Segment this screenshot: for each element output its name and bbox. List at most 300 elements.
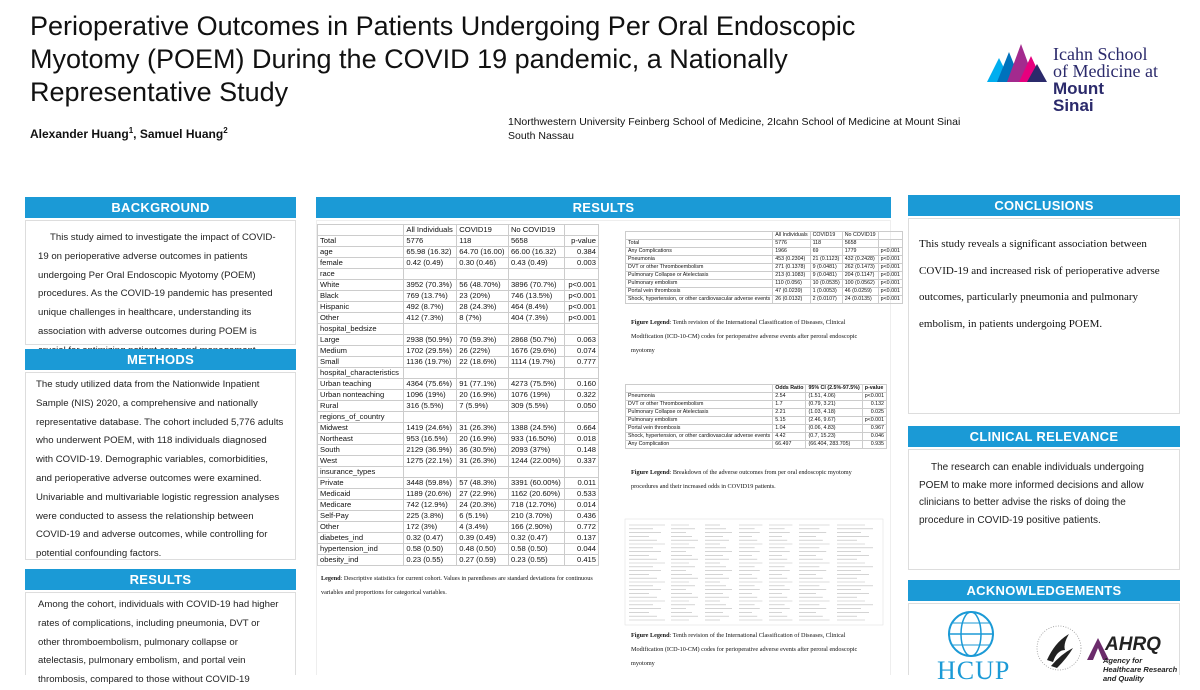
- column-header: No COVID19: [842, 232, 878, 240]
- table-cell: 0.063: [565, 335, 599, 346]
- table-cell: 0.011: [565, 478, 599, 489]
- complications-table: [625, 231, 903, 304]
- table-row: [318, 456, 599, 467]
- table-cell: Any Complication: [626, 441, 773, 449]
- table-cell: 26 (0.0132): [773, 296, 810, 304]
- table-cell: Self-Pay: [318, 511, 404, 522]
- icd-codes-table-image: [625, 519, 883, 625]
- table-cell: 432 (0.2428): [842, 256, 878, 264]
- table-cell: Pulmonary Collapse or Atelectasis: [626, 272, 773, 280]
- table-cell: White: [318, 280, 404, 291]
- table-cell: (0.7, 15.23): [806, 433, 862, 441]
- table-cell: 210 (3.70%): [508, 511, 564, 522]
- table-row: [318, 236, 599, 247]
- logo-line-1: Icahn School: [1053, 44, 1148, 64]
- table-cell: 0.014: [565, 500, 599, 511]
- table-cell: 91 (77.1%): [457, 379, 509, 390]
- table-cell: 0.58 (0.50): [404, 544, 457, 555]
- table-cell: 9 (0.0481): [810, 272, 842, 280]
- table-cell: 0.384: [565, 247, 599, 258]
- table-row: [626, 296, 903, 304]
- table-row: [318, 357, 599, 368]
- column-header: All Individuals: [773, 232, 810, 240]
- table-cell: p<0.001: [878, 288, 902, 296]
- table-cell: [404, 324, 457, 335]
- clinical-relevance-heading: CLINICAL RELEVANCE: [908, 426, 1180, 447]
- table-cell: 1096 (19%): [404, 390, 457, 401]
- table-cell: 0.337: [565, 456, 599, 467]
- table-row: [318, 291, 599, 302]
- table-cell: 0.046: [862, 433, 886, 441]
- table-cell: 746 (13.5%): [508, 291, 564, 302]
- table-cell: p-value: [565, 236, 599, 247]
- table-cell: 2938 (50.9%): [404, 335, 457, 346]
- table-row: [318, 346, 599, 357]
- table-cell: [404, 467, 457, 478]
- table-row: [318, 511, 599, 522]
- column-header: [878, 232, 902, 240]
- table-cell: 46 (0.0259): [842, 288, 878, 296]
- table-cell: insurance_types: [318, 467, 404, 478]
- table-cell: 2129 (36.9%): [404, 445, 457, 456]
- table-cell: 213 (0.1083): [773, 272, 810, 280]
- hcup-wordmark: HCUP: [937, 656, 1011, 685]
- acknowledgements-panel: [908, 603, 1180, 685]
- column-header: [318, 225, 404, 236]
- table-cell: p<0.001: [565, 313, 599, 324]
- table-cell: 0.772: [565, 522, 599, 533]
- hcup-logo: [937, 610, 1011, 685]
- table-cell: [508, 269, 564, 280]
- table-cell: 0.32 (0.47): [508, 533, 564, 544]
- table-cell: 118: [810, 240, 842, 248]
- table-cell: 2 (0.0107): [810, 296, 842, 304]
- table-cell: 0.664: [565, 423, 599, 434]
- table-cell: 9 (0.0481): [810, 264, 842, 272]
- table-cell: Rural: [318, 401, 404, 412]
- methods-panel: [25, 372, 296, 560]
- table-cell: p<0.001: [565, 302, 599, 313]
- table-cell: Small: [318, 357, 404, 368]
- table-header-row: [626, 385, 887, 393]
- column-header: No COVID19: [508, 225, 564, 236]
- table-cell: Pneumonia: [626, 256, 773, 264]
- table-row: [626, 441, 887, 449]
- table-row: [626, 393, 887, 401]
- background-panel: [25, 220, 296, 345]
- table3-legend: [625, 466, 865, 494]
- table-cell: 0.30 (0.46): [457, 258, 509, 269]
- table-cell: 0.23 (0.55): [508, 555, 564, 566]
- table1-legend-label: Legend: [321, 575, 341, 582]
- table-cell: hospital_bedsize: [318, 324, 404, 335]
- ahrq-subtitle: Agency for Healthcare Research and Quality: [1103, 656, 1178, 683]
- table-cell: 1.7: [773, 401, 806, 409]
- results-left-panel: [25, 592, 296, 686]
- table-cell: 3391 (60.00%): [508, 478, 564, 489]
- table-cell: 0.415: [565, 555, 599, 566]
- table-cell: 0.044: [565, 544, 599, 555]
- clinical-relevance-panel: [908, 449, 1180, 570]
- table-cell: 10 (0.0535): [810, 280, 842, 288]
- table-cell: 3896 (70.7%): [508, 280, 564, 291]
- table-cell: [508, 412, 564, 423]
- table-cell: (2.46, 9.67): [806, 417, 862, 425]
- table-cell: 0.003: [565, 258, 599, 269]
- table-cell: 4364 (75.6%): [404, 379, 457, 390]
- complications-table-container: [625, 231, 903, 358]
- table-cell: (0.06, 4.83): [806, 425, 862, 433]
- table-row: [318, 258, 599, 269]
- table-cell: Portal vein thrombosis: [626, 288, 773, 296]
- table-row: [318, 324, 599, 335]
- table-cell: 1114 (19.7%): [508, 357, 564, 368]
- table-cell: 1.04: [773, 425, 806, 433]
- table-cell: 3448 (59.8%): [404, 478, 457, 489]
- table-cell: [404, 412, 457, 423]
- table4-legend-text: : Tenth revision of the International Classification of Diseases, Clinical Modification (ICD-10-CM) codes for perioperative adverse events after peroral endoscopic myotomy: [631, 632, 858, 667]
- table-row: [318, 379, 599, 390]
- table-cell: 0.58 (0.50): [508, 544, 564, 555]
- table-cell: 204 (0.1147): [842, 272, 878, 280]
- table-cell: p<0.001: [878, 296, 902, 304]
- column-header: All Individuals: [404, 225, 457, 236]
- table-row: [318, 445, 599, 456]
- table-cell: Black: [318, 291, 404, 302]
- table-row: [318, 533, 599, 544]
- table-cell: 5.15: [773, 417, 806, 425]
- icd-codes-table-graphic: [625, 519, 883, 625]
- column-header: COVID19: [810, 232, 842, 240]
- table-cell: 412 (7.3%): [404, 313, 457, 324]
- ahrq-wordmark: AHRQ: [1105, 634, 1161, 655]
- table-cell: 20 (16.9%): [457, 434, 509, 445]
- table-cell: p<0.001: [565, 280, 599, 291]
- table-cell: 0.967: [862, 425, 886, 433]
- table-cell: [565, 269, 599, 280]
- table-row: [318, 280, 599, 291]
- table-cell: 262 (0.1473): [842, 264, 878, 272]
- table-cell: 57 (48.3%): [457, 478, 509, 489]
- table1-legend: [317, 572, 599, 600]
- table-cell: 309 (5.5%): [508, 401, 564, 412]
- table-cell: diabetes_ind: [318, 533, 404, 544]
- author-1: Alexander Huang: [30, 127, 129, 141]
- table-cell: [565, 412, 599, 423]
- table-cell: 21 (0.1123): [810, 256, 842, 264]
- table-cell: 65.98 (16.32): [404, 247, 457, 258]
- table-cell: [457, 467, 509, 478]
- table-cell: [508, 467, 564, 478]
- table-cell: p<0.001: [862, 393, 886, 401]
- table-cell: 316 (5.5%): [404, 401, 457, 412]
- table-cell: [565, 368, 599, 379]
- table-cell: 36 (30.5%): [457, 445, 509, 456]
- table-cell: 3952 (70.3%): [404, 280, 457, 291]
- table-cell: [508, 324, 564, 335]
- table-cell: Private: [318, 478, 404, 489]
- table-cell: Other: [318, 313, 404, 324]
- table-cell: 404 (7.3%): [508, 313, 564, 324]
- table-cell: 0.018: [565, 434, 599, 445]
- table-row: [318, 500, 599, 511]
- table-cell: West: [318, 456, 404, 467]
- table-cell: p<0.001: [878, 280, 902, 288]
- table-row: [318, 544, 599, 555]
- table-cell: 100 (0.0562): [842, 280, 878, 288]
- table-cell: [457, 368, 509, 379]
- table-cell: 1244 (22.00%): [508, 456, 564, 467]
- table-cell: 1275 (22.1%): [404, 456, 457, 467]
- table-cell: regions_of_country: [318, 412, 404, 423]
- table-cell: 0.160: [565, 379, 599, 390]
- table-cell: 2868 (50.7%): [508, 335, 564, 346]
- table3-legend-text: : Breakdown of the adverse outcomes from per oral endoscopic myotomy procedures and their increased odds in COVID19 patients.: [631, 469, 852, 490]
- table-cell: 26 (22%): [457, 346, 509, 357]
- table-cell: Total: [318, 236, 404, 247]
- table-row: [626, 264, 903, 272]
- table-row: [318, 401, 599, 412]
- table-row: [626, 425, 887, 433]
- table-cell: [457, 324, 509, 335]
- column-header: [626, 385, 773, 393]
- table-cell: 464 (8.4%): [508, 302, 564, 313]
- table-cell: 0.137: [565, 533, 599, 544]
- mount-sinai-mark-icon: [985, 40, 1049, 84]
- table-row: [626, 409, 887, 417]
- table-cell: 0.32 (0.47): [404, 533, 457, 544]
- table-row: [318, 269, 599, 280]
- table-row: [318, 489, 599, 500]
- table-cell: 1388 (24.5%): [508, 423, 564, 434]
- table-cell: Northeast: [318, 434, 404, 445]
- table-cell: hospital_characteristics: [318, 368, 404, 379]
- column-header: [626, 232, 773, 240]
- results-left-heading: RESULTS: [25, 569, 296, 590]
- column-header: p-value: [862, 385, 886, 393]
- table3-legend-label: Figure Legend: [631, 469, 670, 476]
- table-cell: 172 (3%): [404, 522, 457, 533]
- table-cell: 31 (26.3%): [457, 456, 509, 467]
- table-cell: Urban nonteaching: [318, 390, 404, 401]
- table-cell: 1 (0.0053): [810, 288, 842, 296]
- table-cell: 5776: [773, 240, 810, 248]
- table-cell: 769 (13.7%): [404, 291, 457, 302]
- table-cell: 7 (5.9%): [457, 401, 509, 412]
- logo-text: [1053, 46, 1158, 114]
- table-cell: 24 (20.3%): [457, 500, 509, 511]
- table-cell: 70 (59.3%): [457, 335, 509, 346]
- table-row: [318, 434, 599, 445]
- table-cell: p<0.001: [878, 248, 902, 256]
- table-cell: (1.51, 4.06): [806, 393, 862, 401]
- background-text: This study aimed to investigate the impact of COVID-19 on perioperative adverse outcomes in patients undergoing Per Oral Endoscopic Myotomy (POEM) procedures. As the COVID-19 pandemic has presented unique challenges in healthcare, understanding its association with adverse outcomes during POEM is: [38, 232, 276, 337]
- table-cell: 225 (3.8%): [404, 511, 457, 522]
- table-cell: 2.54: [773, 393, 806, 401]
- table-row: [626, 248, 903, 256]
- acknowledgements-heading: ACKNOWLEDGEMENTS: [908, 580, 1180, 601]
- results-left-text: Among the cohort, individuals with COVID-19 had higher rates of complications, including pneumonia, DVT or other thromboembolism, pulmonary collapse or atelectasis, pulmonary embolism, and portal vein thrombosis, compared to those without COVID-19: [38, 599, 279, 686]
- odds-table-container: [625, 384, 887, 494]
- table-cell: obesity_ind: [318, 555, 404, 566]
- table-cell: Medium: [318, 346, 404, 357]
- table-cell: (0.79, 3.21): [806, 401, 862, 409]
- table-cell: Large: [318, 335, 404, 346]
- methods-text: The study utilized data from the Nationwide Inpatient Sample (NIS) 2020, a comprehensive and nationally representative database. The cohort included 5,776 adults who underwent POEM, with 118 individuals diagnosed with COVID-19. Demographic variables, comorbidities, and perioperative adverse outcomes were examined. Univariable and multivariable logistic regression analyses were conducted to assess the relationship between COVID-19 and adverse outcomes, while controlling for potential confounding factors.: [36, 379, 284, 560]
- table-cell: Shock, hypertension, or other cardiovascular adverse events: [626, 296, 773, 304]
- table-cell: Shock, hypertension, or other cardiovascular adverse events: [626, 433, 773, 441]
- table-cell: 0.050: [565, 401, 599, 412]
- table-cell: hypertension_ind: [318, 544, 404, 555]
- table-row: [318, 478, 599, 489]
- table-row: [318, 423, 599, 434]
- table2-legend-label: Figure Legend: [631, 319, 670, 326]
- descriptive-table-container: [317, 224, 599, 600]
- table-cell: 47 (0.0239): [773, 288, 810, 296]
- table-cell: age: [318, 247, 404, 258]
- table-cell: 1966: [773, 248, 810, 256]
- table-cell: 1676 (29.6%): [508, 346, 564, 357]
- table-cell: 933 (16.50%): [508, 434, 564, 445]
- table-cell: p<0.001: [878, 256, 902, 264]
- table-cell: 6 (5.1%): [457, 511, 509, 522]
- table-cell: 8 (7%): [457, 313, 509, 324]
- table-cell: 0.27 (0.59): [457, 555, 509, 566]
- table-cell: p<0.001: [878, 264, 902, 272]
- table-cell: race: [318, 269, 404, 280]
- table4-legend-label: Figure Legend: [631, 632, 670, 639]
- table-cell: 2.21: [773, 409, 806, 417]
- table-cell: 5776: [404, 236, 457, 247]
- table-row: [318, 555, 599, 566]
- table-cell: 5658: [508, 236, 564, 247]
- logo-line-2: of Medicine at: [1053, 61, 1158, 81]
- table-cell: 24 (0.0135): [842, 296, 878, 304]
- table-cell: Pulmonary embolism: [626, 280, 773, 288]
- table-cell: Midwest: [318, 423, 404, 434]
- table-row: [318, 247, 599, 258]
- table-cell: 271 (0.1378): [773, 264, 810, 272]
- clinical-relevance-text: The research can enable individuals undergoing POEM to make more informed decisions and allow clinicians to better advise the risks of doing the procedure in COVID-19 positive patients.: [919, 462, 1144, 527]
- table-cell: (66.404, 283.705): [806, 441, 862, 449]
- results-center-heading: RESULTS: [316, 197, 891, 218]
- table-cell: 4.42: [773, 433, 806, 441]
- affiliations: 1Northwestern University Feinberg School of Medicine, 2Icahn School of Medicine at Mount Sinai South Nassau: [508, 116, 961, 142]
- table-cell: 23 (20%): [457, 291, 509, 302]
- table-row: [626, 433, 887, 441]
- table-cell: 4 (3.4%): [457, 522, 509, 533]
- column-header: 95% CI (2.5%-97.5%): [806, 385, 862, 393]
- table-cell: 27 (22.9%): [457, 489, 509, 500]
- table-row: [626, 288, 903, 296]
- table-cell: 5658: [842, 240, 878, 248]
- table-cell: (1.03, 4.18): [806, 409, 862, 417]
- background-heading: BACKGROUND: [25, 197, 296, 218]
- table-cell: female: [318, 258, 404, 269]
- table-row: [626, 417, 887, 425]
- table-cell: [404, 269, 457, 280]
- table-cell: 31 (26.3%): [457, 423, 509, 434]
- table-cell: p<0.001: [862, 417, 886, 425]
- table-cell: 0.132: [862, 401, 886, 409]
- table-header-row: [318, 225, 599, 236]
- table-row: [626, 401, 887, 409]
- table-cell: 1076 (19%): [508, 390, 564, 401]
- table-cell: p<0.001: [565, 291, 599, 302]
- table-cell: 1419 (24.6%): [404, 423, 457, 434]
- table-cell: Pulmonary Collapse or Atelectasis: [626, 409, 773, 417]
- table-row: [318, 302, 599, 313]
- table-row: [318, 313, 599, 324]
- table-row: [318, 467, 599, 478]
- logo-line-4: Sinai: [1053, 96, 1094, 115]
- table2-legend-text: : Tenth revision of the International Classification of Diseases, Clinical Modification (ICD-10-CM) codes for perioperative adverse events after peroral endoscopic myotomy: [631, 319, 858, 354]
- table-cell: 1136 (19.7%): [404, 357, 457, 368]
- table-row: [318, 390, 599, 401]
- table-cell: 0.025: [862, 409, 886, 417]
- poster-title: Perioperative Outcomes in Patients Undergoing Per Oral Endoscopic Myotomy (POEM) During the COVID 19 pandemic, a Nationally Representative Study: [30, 11, 856, 107]
- logo-line-3: Mount: [1053, 79, 1104, 98]
- table-cell: 492 (8.7%): [404, 302, 457, 313]
- table-cell: 64.70 (16.00): [457, 247, 509, 258]
- table-cell: Total: [626, 240, 773, 248]
- conclusions-text: This study reveals a significant association between COVID-19 and increased risk of perioperative adverse outcomes, particularly pneumonia and pulmonary embolism, in patients undergoing POEM.: [919, 238, 1160, 330]
- odds-ratio-table: [625, 384, 887, 449]
- author-2: Samuel Huang: [139, 127, 224, 141]
- table-cell: 0.436: [565, 511, 599, 522]
- table-cell: 0.148: [565, 445, 599, 456]
- table-cell: Medicaid: [318, 489, 404, 500]
- table-cell: Medicare: [318, 500, 404, 511]
- table-cell: 1162 (20.60%): [508, 489, 564, 500]
- table-cell: Portal vein thrombosis: [626, 425, 773, 433]
- table-cell: 453 (0.2304): [773, 256, 810, 264]
- table-cell: 0.935: [862, 441, 886, 449]
- table-cell: Hispanic: [318, 302, 404, 313]
- table-row: [318, 522, 599, 533]
- descriptive-stats-table: [317, 224, 599, 566]
- methods-heading: METHODS: [25, 349, 296, 370]
- table-cell: Any Complications: [626, 248, 773, 256]
- table2-legend: [625, 316, 865, 358]
- table-cell: [457, 412, 509, 423]
- table-cell: Other: [318, 522, 404, 533]
- table-cell: 0.777: [565, 357, 599, 368]
- table-cell: 0.42 (0.49): [404, 258, 457, 269]
- table-cell: 20 (16.9%): [457, 390, 509, 401]
- table-cell: 66.00 (16.32): [508, 247, 564, 258]
- table-cell: 28 (24.3%): [457, 302, 509, 313]
- table-header-row: [626, 232, 903, 240]
- table4-legend: [631, 629, 861, 671]
- table-cell: 110 (0.056): [773, 280, 810, 288]
- table-cell: DVT or other Thromboembolism: [626, 264, 773, 272]
- table-cell: 0.43 (0.49): [508, 258, 564, 269]
- table-cell: [878, 240, 902, 248]
- table-cell: 166 (2.90%): [508, 522, 564, 533]
- table-row: [626, 240, 903, 248]
- table-cell: 56 (48.70%): [457, 280, 509, 291]
- table-cell: 4273 (75.5%): [508, 379, 564, 390]
- authors: Alexander Huang$^1$, Samuel Huang$^2$: [30, 126, 228, 141]
- table-cell: 953 (16.5%): [404, 434, 457, 445]
- table-cell: 69: [810, 248, 842, 256]
- table-cell: 22 (18.6%): [457, 357, 509, 368]
- table-cell: p<0.001: [878, 272, 902, 280]
- table-cell: 0.48 (0.50): [457, 544, 509, 555]
- table-row: [318, 368, 599, 379]
- table-cell: [565, 324, 599, 335]
